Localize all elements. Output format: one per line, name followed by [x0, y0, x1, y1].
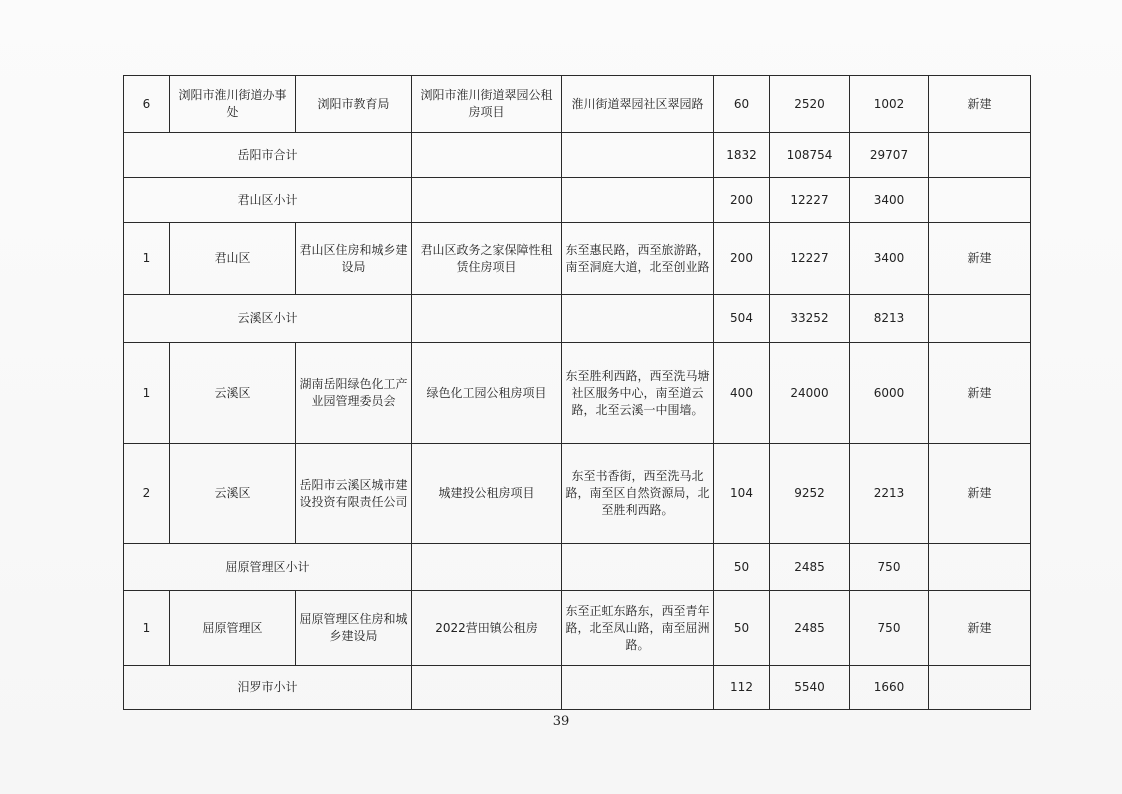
- sets-cell: 60: [714, 76, 770, 133]
- investment-cell: 750: [850, 544, 929, 591]
- area-cell: 2485: [770, 591, 850, 666]
- page-number: 39: [552, 714, 570, 729]
- region-cell: 云溪区: [170, 343, 296, 444]
- location-cell: 东至书香街，西至洗马北路，南至区自然资源局，北至胜利西路。: [562, 444, 714, 544]
- table-row: [124, 343, 1031, 444]
- unit-cell: 屈原管理区住房和城乡建设局: [296, 591, 412, 666]
- region-cell: 屈原管理区: [170, 591, 296, 666]
- nature-cell: [929, 544, 1031, 591]
- investment-cell: 3400: [850, 178, 929, 223]
- location-cell: 淮川街道翠园社区翠园路: [562, 76, 714, 133]
- investment-cell: 1660: [850, 666, 929, 710]
- area-cell: 24000: [770, 343, 850, 444]
- row-number-cell: 6: [124, 76, 170, 133]
- nature-cell: [929, 295, 1031, 343]
- project-name-cell: 2022营田镇公租房: [412, 591, 562, 666]
- sets-cell: 50: [714, 591, 770, 666]
- location-cell: [562, 295, 714, 343]
- area-cell: 12227: [770, 223, 850, 295]
- project-name-cell: 绿色化工园公租房项目: [412, 343, 562, 444]
- nature-cell: 新建: [929, 343, 1031, 444]
- area-cell: 12227: [770, 178, 850, 223]
- location-cell: 东至正虹东路东，西至青年路，北至凤山路，南至屈洲路。: [562, 591, 714, 666]
- location-cell: 东至胜利西路，西至洗马塘社区服务中心，南至道云路，北至云溪一中围墙。: [562, 343, 714, 444]
- project-name-cell: [412, 544, 562, 591]
- sets-cell: 200: [714, 223, 770, 295]
- location-cell: [562, 178, 714, 223]
- investment-cell: 2213: [850, 444, 929, 544]
- unit-cell: 岳阳市云溪区城市建设投资有限责任公司: [296, 444, 412, 544]
- subtotal-label-cell: 君山区小计: [124, 178, 412, 223]
- project-name-cell: 浏阳市淮川街道翠园公租房项目: [412, 76, 562, 133]
- investment-cell: 6000: [850, 343, 929, 444]
- project-name-cell: 城建投公租房项目: [412, 444, 562, 544]
- subtotal-label-cell: 云溪区小计: [124, 295, 412, 343]
- row-number-cell: 1: [124, 591, 170, 666]
- area-cell: 2485: [770, 544, 850, 591]
- region-cell: 云溪区: [170, 444, 296, 544]
- nature-cell: [929, 666, 1031, 710]
- sets-cell: 104: [714, 444, 770, 544]
- unit-cell: 浏阳市教育局: [296, 76, 412, 133]
- area-cell: 33252: [770, 295, 850, 343]
- nature-cell: 新建: [929, 591, 1031, 666]
- sets-cell: 200: [714, 178, 770, 223]
- unit-cell: 君山区住房和城乡建设局: [296, 223, 412, 295]
- table-row: [124, 76, 1031, 133]
- project-name-cell: 君山区政务之家保障性租赁住房项目: [412, 223, 562, 295]
- row-number-cell: 1: [124, 343, 170, 444]
- housing-project-table: [123, 75, 1031, 710]
- table-row: [124, 223, 1031, 295]
- row-number-cell: 1: [124, 223, 170, 295]
- region-cell: 君山区: [170, 223, 296, 295]
- subtotal-label-cell: 屈原管理区小计: [124, 544, 412, 591]
- nature-cell: [929, 178, 1031, 223]
- location-cell: 东至惠民路，西至旅游路，南至洞庭大道，北至创业路: [562, 223, 714, 295]
- unit-cell: 湖南岳阳绿色化工产业园管理委员会: [296, 343, 412, 444]
- region-cell: 浏阳市淮川街道办事处: [170, 76, 296, 133]
- subtotal-row: [124, 666, 1031, 710]
- sets-cell: 50: [714, 544, 770, 591]
- row-number-cell: 2: [124, 444, 170, 544]
- area-cell: 9252: [770, 444, 850, 544]
- sets-cell: 112: [714, 666, 770, 710]
- location-cell: [562, 133, 714, 178]
- sets-cell: 1832: [714, 133, 770, 178]
- nature-cell: 新建: [929, 223, 1031, 295]
- sets-cell: 504: [714, 295, 770, 343]
- area-cell: 108754: [770, 133, 850, 178]
- location-cell: [562, 544, 714, 591]
- table-row: [124, 591, 1031, 666]
- investment-cell: 8213: [850, 295, 929, 343]
- nature-cell: 新建: [929, 76, 1031, 133]
- nature-cell: 新建: [929, 444, 1031, 544]
- total-label-cell: 岳阳市合计: [124, 133, 412, 178]
- project-name-cell: [412, 133, 562, 178]
- project-name-cell: [412, 666, 562, 710]
- nature-cell: [929, 133, 1031, 178]
- area-cell: 5540: [770, 666, 850, 710]
- subtotal-row: [124, 544, 1031, 591]
- investment-cell: 1002: [850, 76, 929, 133]
- subtotal-row: [124, 295, 1031, 343]
- investment-cell: 750: [850, 591, 929, 666]
- project-name-cell: [412, 178, 562, 223]
- sets-cell: 400: [714, 343, 770, 444]
- table-row: [124, 444, 1031, 544]
- subtotal-label-cell: 汨罗市小计: [124, 666, 412, 710]
- investment-cell: 3400: [850, 223, 929, 295]
- subtotal-row: [124, 178, 1031, 223]
- investment-cell: 29707: [850, 133, 929, 178]
- area-cell: 2520: [770, 76, 850, 133]
- table-body: [124, 76, 1031, 710]
- location-cell: [562, 666, 714, 710]
- total-row: [124, 133, 1031, 178]
- project-name-cell: [412, 295, 562, 343]
